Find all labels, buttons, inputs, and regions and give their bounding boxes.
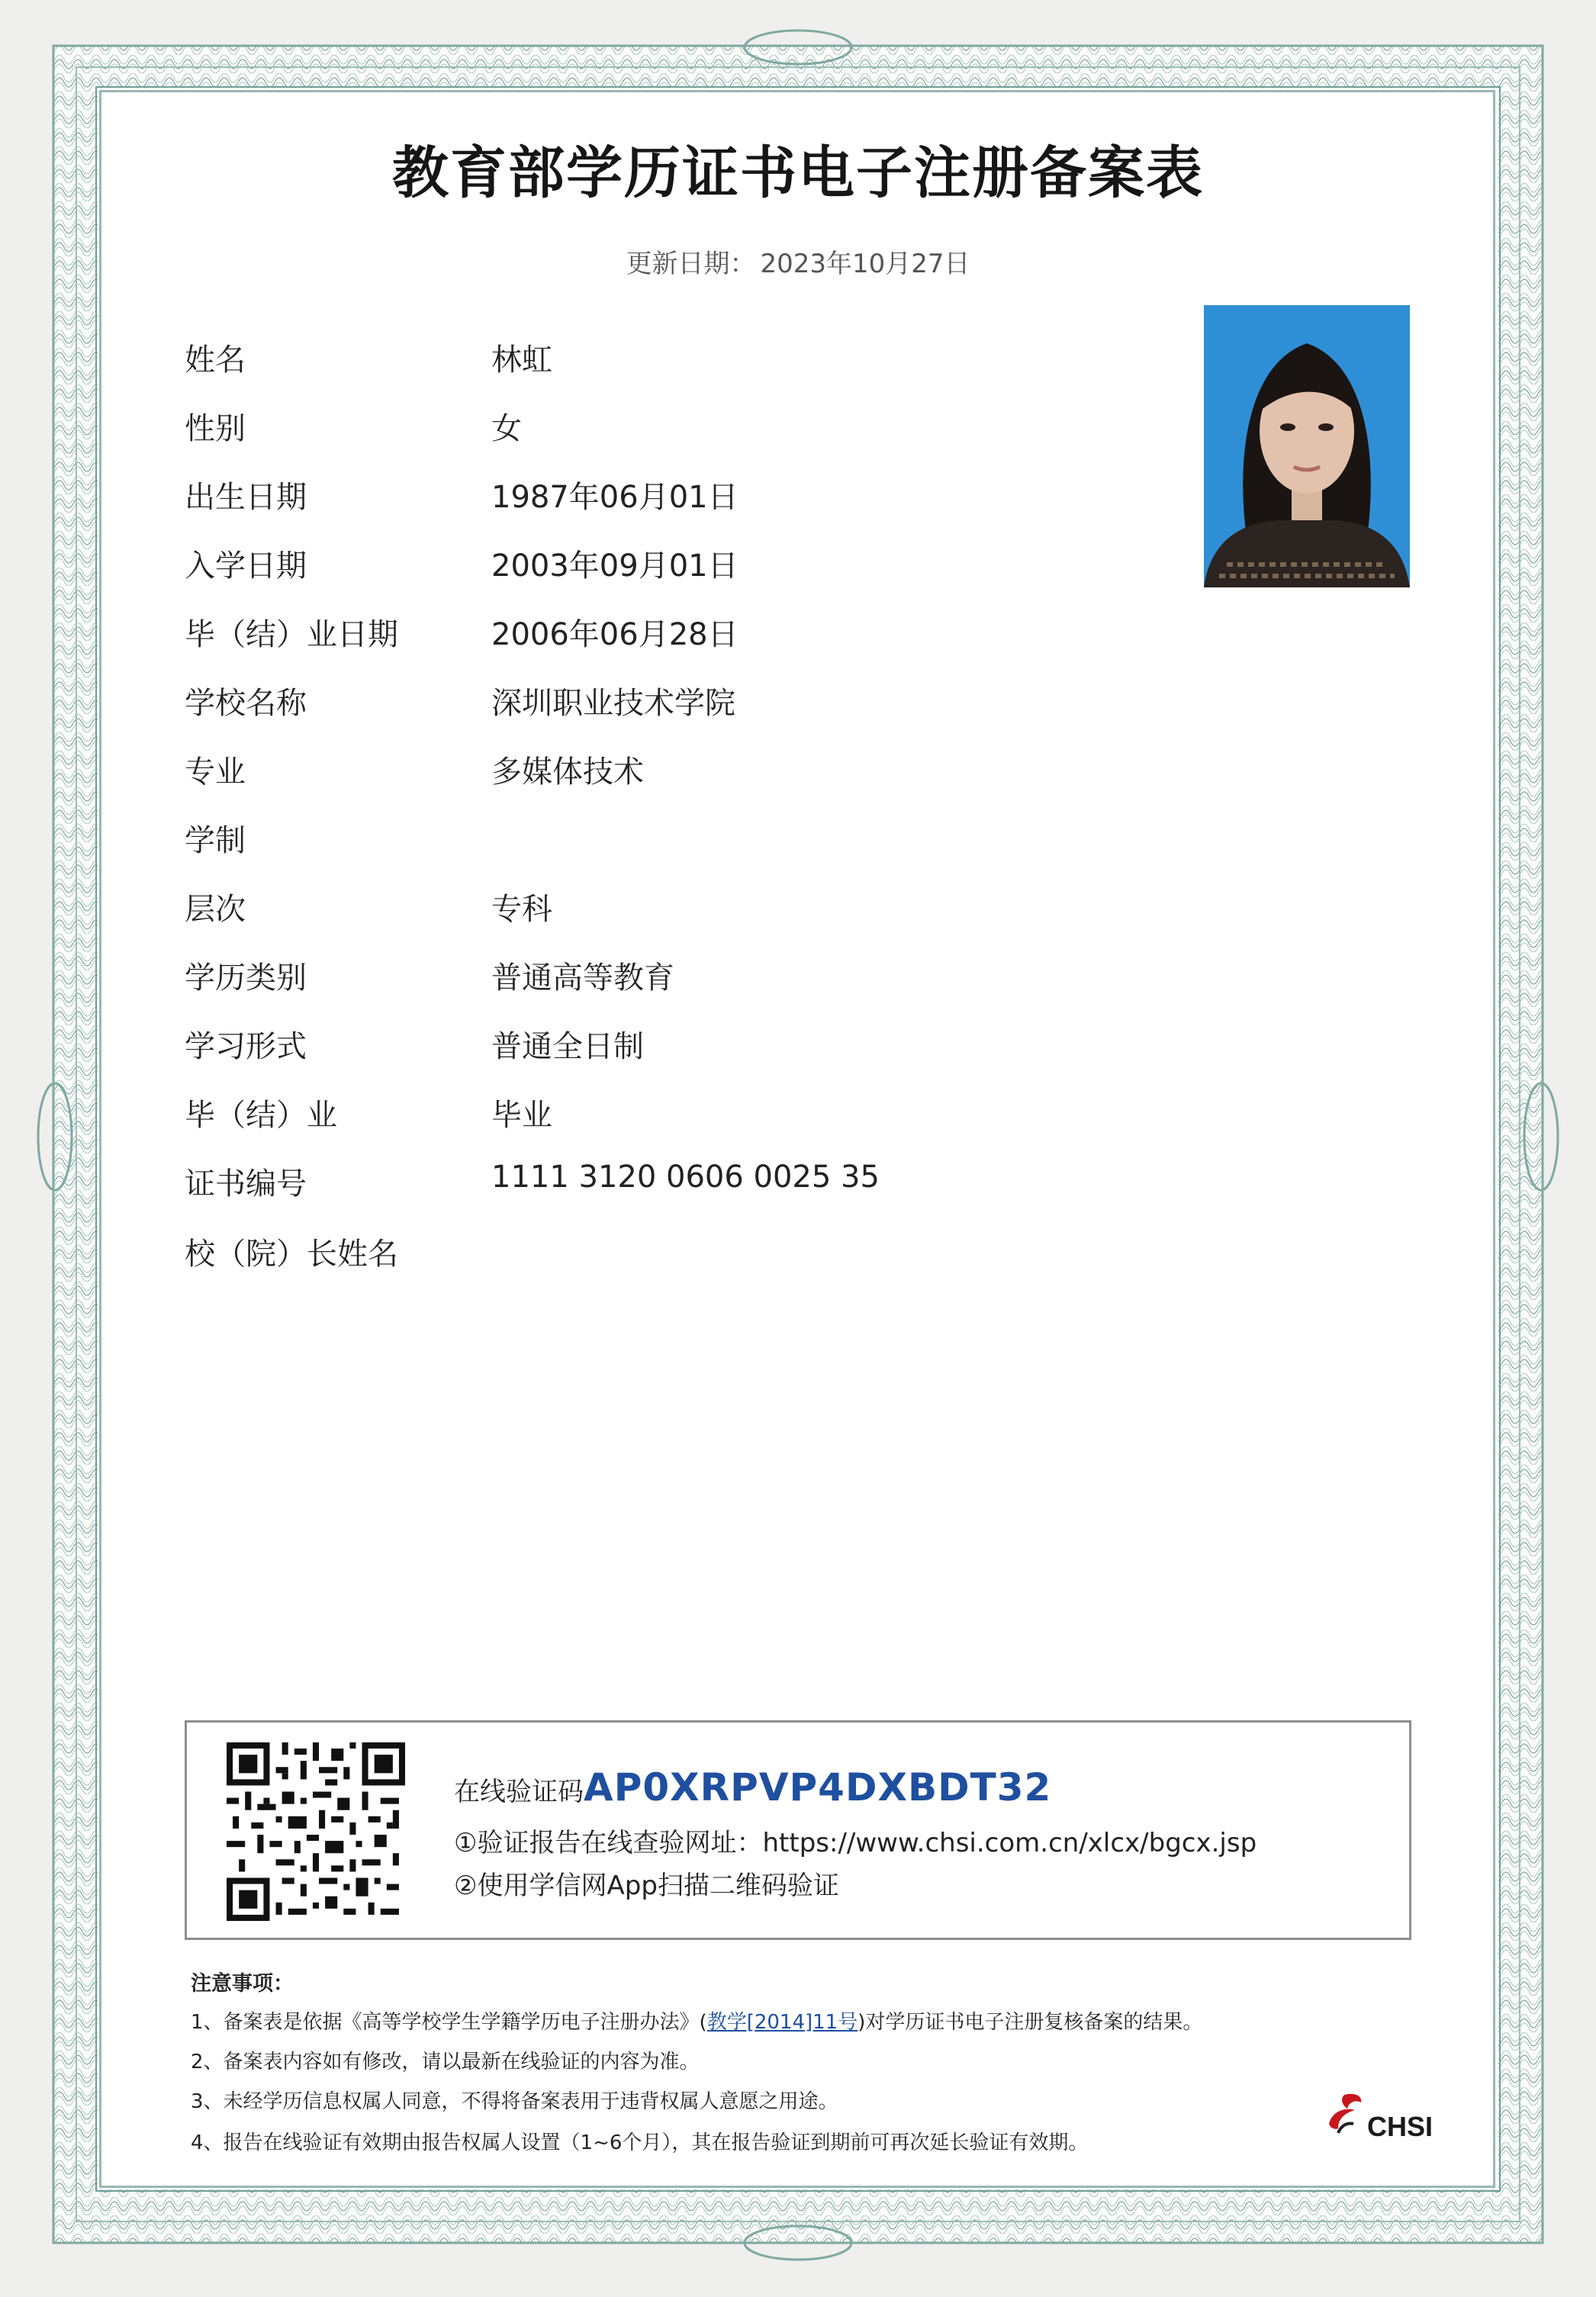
field-label: 毕（结）业日期 <box>185 617 398 652</box>
regulation-link[interactable]: 教学[2014]11号 <box>706 2011 858 2034</box>
field-row-school <box>185 679 1176 740</box>
field-value: 1987年06月01日 <box>491 480 738 515</box>
field-row-education-type <box>185 954 1176 1015</box>
field-value: 深圳职业技术学院 <box>491 686 735 721</box>
field-row-birth-date <box>185 473 1176 534</box>
note-item-4: 4、报告在线验证有效期由报告权属人设置（1~6个月），其在报告验证到期前可再次延长验证有效期。 <box>191 2131 1089 2154</box>
field-label: 姓名 <box>185 343 246 378</box>
field-row-study-form <box>185 1022 1176 1083</box>
update-date-label: 更新日期： <box>626 249 756 279</box>
field-label: 学制 <box>185 823 246 858</box>
field-value: 2003年09月01日 <box>491 549 738 584</box>
field-value: 专科 <box>491 892 552 927</box>
field-label: 毕（结）业 <box>185 1098 337 1133</box>
note-text: )对学历证书电子注册复核备案的结果。 <box>858 2011 1203 2034</box>
field-row-name <box>185 336 1176 397</box>
update-date-line <box>0 243 1596 280</box>
qr-code-icon[interactable] <box>227 1742 405 1921</box>
field-row-enroll-date <box>185 542 1176 603</box>
chsi-logo-text: CHSI <box>1367 2111 1434 2142</box>
page-title: 教育部学历证书电子注册备案表 <box>392 140 1204 206</box>
field-row-graduation-date <box>185 610 1176 671</box>
field-value: 女 <box>491 411 522 446</box>
field-label: 学习形式 <box>185 1029 307 1064</box>
verification-app-line: ②使用学信网App扫描二维码验证 <box>454 1871 839 1901</box>
verification-code-label: 在线验证码 <box>454 1777 584 1807</box>
field-row-graduation-status <box>185 1091 1176 1152</box>
field-label: 学校名称 <box>185 686 307 721</box>
field-row-president-name <box>185 1230 1176 1291</box>
field-label: 证书编号 <box>185 1166 307 1202</box>
chsi-logo <box>1321 2089 1443 2150</box>
field-value: 多媒体技术 <box>491 754 644 790</box>
update-date-value: 2023年10月27日 <box>760 249 970 279</box>
notes-title: 注意事项： <box>191 1972 294 1996</box>
verification-code-line <box>454 1765 1051 1810</box>
field-row-major <box>185 748 1176 809</box>
chsi-logo-icon <box>1321 2089 1443 2150</box>
field-label: 专业 <box>185 754 246 790</box>
note-item-1 <box>191 2006 1202 2035</box>
field-row-certificate-number <box>185 1160 1176 1221</box>
field-row-gender <box>185 404 1176 465</box>
verification-url-line[interactable]: ①验证报告在线查验网址：https://www.chsi.com.cn/xlcx/bgcx.jsp <box>454 1828 1257 1858</box>
field-value: 1111 3120 0606 0025 35 <box>491 1160 880 1195</box>
verification-box <box>185 1720 1411 1940</box>
id-photo <box>1204 305 1410 587</box>
verification-code-value: AP0XRPVP4DXBDT32 <box>584 1765 1052 1810</box>
note-item-3: 3、未经学历信息权属人同意，不得将备案表用于违背权属人意愿之用途。 <box>191 2090 838 2113</box>
field-value: 普通高等教育 <box>491 960 674 996</box>
field-label: 入学日期 <box>185 549 307 584</box>
field-value: 林虹 <box>491 343 552 378</box>
field-value: 2006年06月28日 <box>491 617 738 652</box>
portrait-image <box>1204 305 1410 587</box>
note-text: 1、备案表是依据《高等学校学生学籍学历电子注册办法》( <box>191 2011 707 2034</box>
field-label: 校（院）长姓名 <box>185 1237 398 1272</box>
field-value: 普通全日制 <box>491 1029 644 1064</box>
field-label: 学历类别 <box>185 960 307 996</box>
note-item-2: 2、备案表内容如有修改，请以最新在线验证的内容为准。 <box>191 2051 700 2073</box>
field-value: 毕业 <box>491 1098 552 1133</box>
field-label: 出生日期 <box>185 480 307 515</box>
field-label: 层次 <box>185 892 246 927</box>
field-row-level <box>185 885 1176 946</box>
field-label: 性别 <box>185 411 246 446</box>
field-row-duration <box>185 816 1176 877</box>
